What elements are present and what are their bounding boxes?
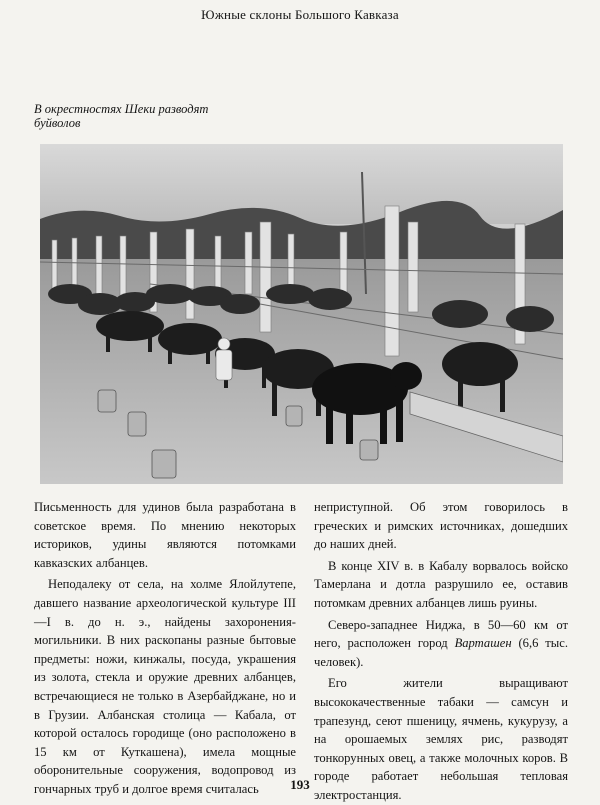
text-run: (6,6 тыс. человек).	[314, 636, 568, 669]
page-number: 193	[290, 777, 310, 792]
caption-line-2: буйволов	[34, 116, 81, 130]
buffalo-photo	[40, 144, 563, 484]
caption-line-1: В окрестностях Шеки разводят	[34, 102, 209, 116]
text-column-left	[34, 498, 296, 799]
paragraph: Его жители выращивают высококачественные табаки — самсун и трапезунд, сеют пшеницу, ячмень, кукурузу, а на орошаемых землях рис, разводят тонкорунных овец, а также молочных коров. В городе работает небольшая тепловая электростанция.	[314, 676, 568, 802]
city-name-italic: Варташен	[454, 636, 512, 651]
running-header: Южные склоны Большого Кавказа	[201, 7, 399, 22]
paragraph	[314, 616, 568, 672]
paragraph: Неподалеку от села, на холме Ялойлутепе, давшего название археологической культуре III—I в. до н. э., найдены захоронения-могильники. В них раскопаны разные бытовые предметы: ножи, кинжалы, посуда, украшения из золота, стекла и оружие древних албанцев, встречающиеся не только в Азербайджане, но и в Грузии. Албанская столица — Кабала, от которой осталось городище (оно расположено в 15 км от Куткашена), имела мощные оборонительные сооружения, водопровод из гончарных труб и долгое время считалась	[34, 577, 296, 796]
photo-illustration	[40, 144, 563, 484]
paragraph: Письменность для удинов была разработана в советское время. По мнению некоторых историков, удины являются потомками кавказских албанцев.	[34, 500, 296, 570]
text-column-right	[314, 498, 568, 805]
paragraph: неприступной. Об этом говорилось в греческих и римских источниках, дошедших до наших дней.	[314, 500, 568, 552]
figure-caption	[34, 102, 294, 130]
text-run: Северо-западнее Ниджа, в 50—60 км от него, расположен город	[314, 617, 568, 651]
sky	[40, 144, 563, 224]
paragraph: В конце XIV в. в Кабалу ворвалось войско Тамерлана и дотла разрушило ее, оставив потомкам древних албанцев лишь руины.	[314, 558, 568, 610]
milker-figure	[216, 338, 232, 380]
